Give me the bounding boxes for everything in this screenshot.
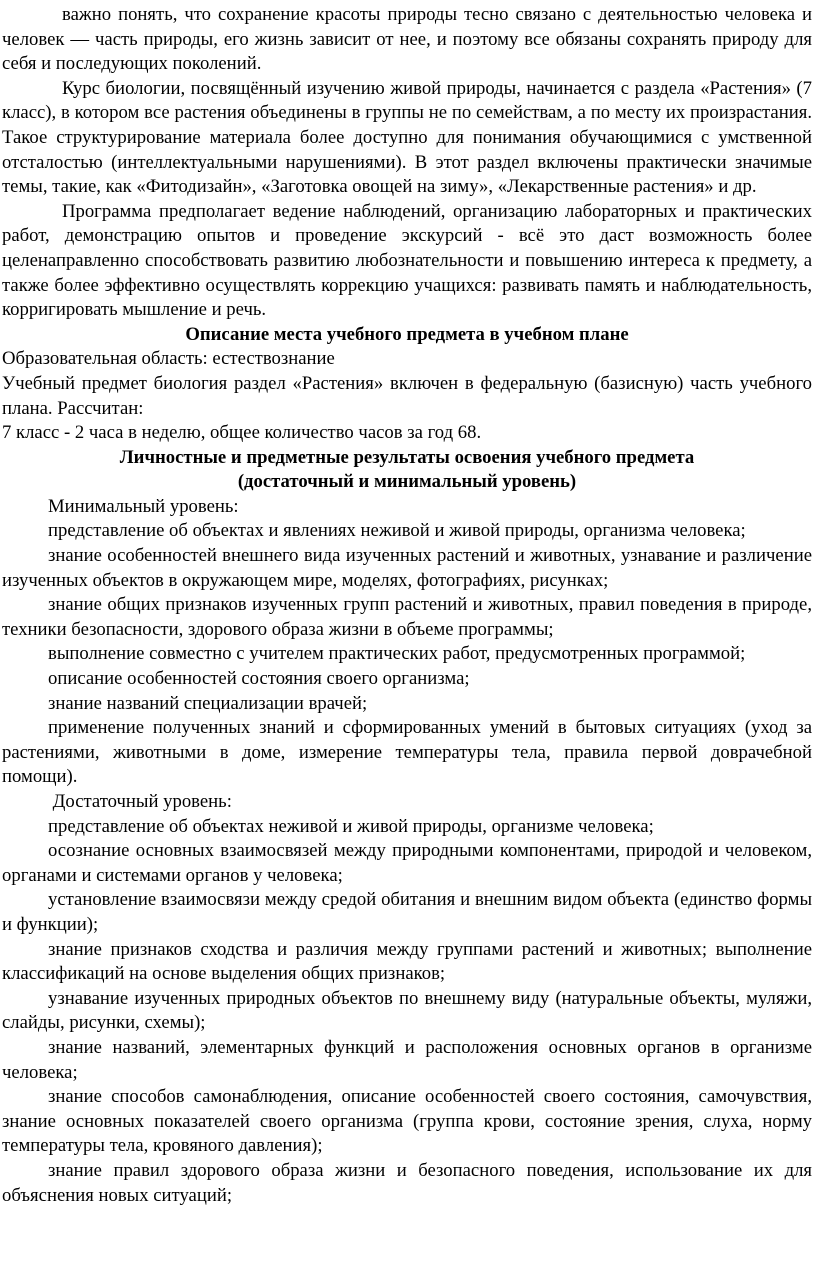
sufficient-item: представление об объектах неживой и живой природы, организме человека; [48,815,654,837]
intro-paragraph-3: Программа предполагает ведение наблюдений, организацию лабораторных и практических работ, демонстрацию опытов и проведение экскурсий - всё это даст возможность более целенаправленно способствовать развитию любознательности и повышению интереса к предмету, а также более эффективно осуществлять коррекцию учащихся: развивать память и наблюдательность, корригировать мышление и речь. [2,200,812,321]
minimal-item: применение полученных знаний и сформированных умений в бытовых ситуациях (уход за растениями, животными в доме, измерение температуры тела, правила первой доврачебной помощи). [2,717,812,788]
hours-line: 7 класс - 2 часа в неделю, общее количество часов за год 68. [2,422,482,444]
sufficient-level-label: Достаточный уровень: [48,791,232,812]
section-results-heading: Личностные и предметные результаты освоения учебного предмета [119,446,695,468]
sufficient-item: осознание основных взаимосвязей между природными компонентами, природой и человеком, органами и системами органов у человека; [2,840,812,886]
educational-area-line: Образовательная область: естествознание [2,348,335,370]
minimal-item: описание особенностей состояния своего организма; [48,668,470,690]
intro-paragraph-2: Курс биологии, посвящённый изучению живой природы, начинается с раздела «Растения» (7 класс), в котором все растения объединены в группы не по семействам, а по месту их произрастания. Такое структурирование материала более доступно для понимания обучающимися с умственной отсталостью (интеллектуальными нарушениями). В этот раздел включены практически значимые темы, такие, как «Фитодизайн», «Заготовка овощей на зиму», «Лекарственные растения» и др. [2,77,812,198]
sufficient-item: установление взаимосвязи между средой обитания и внешним видом объекта (единство формы и функции); [2,889,812,935]
sufficient-item: знание названий, элементарных функций и расположения основных органов в организме человека; [2,1036,812,1083]
sufficient-item: знание правил здорового образа жизни и безопасного поведения, использование их для объяснения новых ситуаций; [2,1159,812,1206]
minimal-item: представление об объектах и явлениях неживой и живой природы, организма человека; [48,520,746,542]
minimal-item: знание названий специализации врачей; [48,692,368,714]
sufficient-item: узнавание изученных природных объектов по внешнему виду (натуральные объекты, муляжи, слайды, рисунки, схемы); [2,987,812,1034]
intro-paragraph-1: важно понять, что сохранение красоты природы тесно связано с деятельностью человека и человек — часть природы, его жизнь зависит от нее, и поэтому все обязаны сохранять природу для себя и последующих поколений. [2,4,812,75]
minimal-item: знание общих признаков изученных групп растений и животных, правил поведения в природе, техники безопасности, здорового образа жизни в объеме программы; [2,594,812,640]
section-place-heading: Описание места учебного предмета в учебном плане [185,323,629,345]
minimal-item: выполнение совместно с учителем практических работ, предусмотренных программой; [48,643,746,665]
minimal-level-label: Минимальный уровень: [48,495,239,517]
curriculum-part-line: Учебный предмет биология раздел «Растения» включен в федеральную (базисную) часть учебного плана. Рассчитан: [2,372,812,419]
section-results-subheading: (достаточный и минимальный уровень) [237,471,577,493]
sufficient-item: знание признаков сходства и различия между группами растений и животных; выполнение классификаций на основе выделения общих признаков; [2,938,812,985]
minimal-item: знание особенностей внешнего вида изученных растений и животных, узнавание и различение изученных объектов в окружающем мире, моделях, фотографиях, рисунках; [2,545,812,591]
sufficient-item: знание способов самонаблюдения, описание особенностей своего состояния, самочувствия, знание основных показателей своего организма (группа крови, состояние зрения, слуха, норму температуры тела, кровяного давления); [2,1086,812,1157]
